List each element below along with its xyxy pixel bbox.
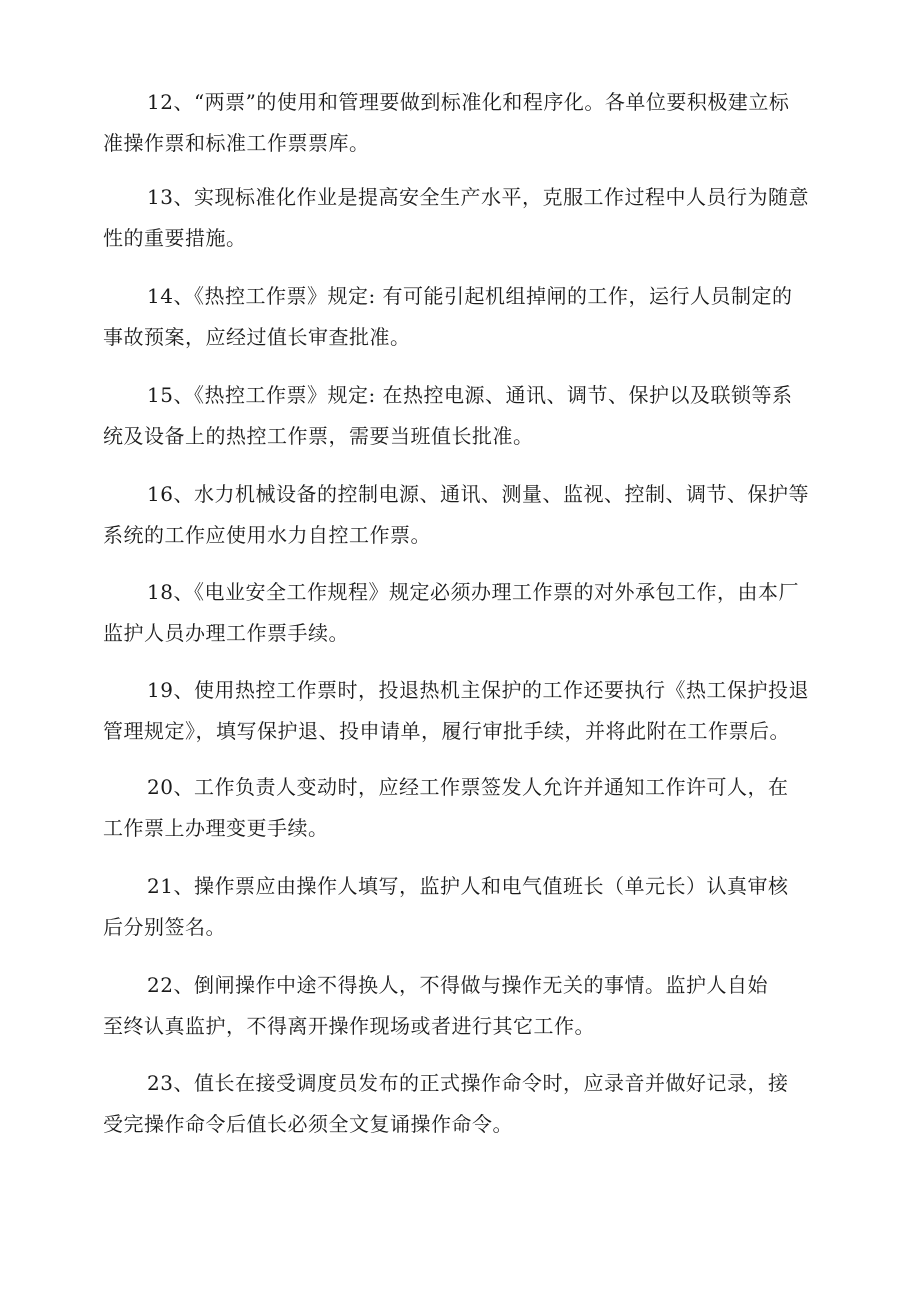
paragraph-line-1: 16、水力机械设备的控制电源、通讯、测量、监视、控制、调节、保护等 xyxy=(147,482,809,506)
paragraph-line-1: 19、使用热控工作票时，投退热机主保护的工作还要执行《热工保护投退 xyxy=(147,678,809,702)
paragraph-item-21 xyxy=(103,866,823,948)
paragraph-line-2: 统及设备上的热控工作票，需要当班值长批准。 xyxy=(103,424,534,448)
paragraph-item-20 xyxy=(103,767,823,849)
paragraph-line-1: 22、倒闸操作中途不得换人，不得做与操作无关的事情。监护人自始 xyxy=(147,973,768,997)
paragraph-line-1: 12、“两票”的使用和管理要做到标准化和程序化。各单位要积极建立标 xyxy=(147,90,790,114)
paragraph-item-22 xyxy=(103,965,823,1047)
paragraph-line-2: 管理规定》，填写保护退、投申请单，履行审批手续，并将此附在工作票后。 xyxy=(103,719,790,743)
paragraph-item-12 xyxy=(103,82,823,164)
paragraph-line-2: 准操作票和标准工作票票库。 xyxy=(103,131,370,155)
paragraph-line-1: 21、操作票应由操作人填写，监护人和电气值班长（单元长）认真审核 xyxy=(147,874,789,898)
paragraph-line-2: 性的重要措施。 xyxy=(103,226,247,250)
paragraph-item-16 xyxy=(103,474,823,556)
paragraph-item-23 xyxy=(103,1063,823,1145)
paragraph-line-2: 事故预案，应经过值长审查批准。 xyxy=(103,325,411,349)
paragraph-line-1: 18、《电业安全工作规程》规定必须办理工作票的对外承包工作，由本厂 xyxy=(147,580,799,604)
paragraph-line-1: 14、《热控工作票》规定: 有可能引起机组掉闸的工作，运行人员制定的 xyxy=(147,284,793,308)
paragraph-item-19 xyxy=(103,670,823,752)
paragraph-line-2: 系统的工作应使用水力自控工作票。 xyxy=(103,523,431,547)
paragraph-line-1: 15、《热控工作票》规定: 在热控电源、通讯、调节、保护以及联锁等系 xyxy=(147,383,793,407)
paragraph-item-18 xyxy=(103,572,823,654)
paragraph-line-1: 23、值长在接受调度员发布的正式操作命令时，应录音并做好记录，接 xyxy=(147,1071,789,1095)
paragraph-line-1: 20、工作负责人变动时，应经工作票签发人允许并通知工作许可人，在 xyxy=(147,775,789,799)
paragraph-line-1: 13、实现标准化作业是提高安全生产水平，克服工作过程中人员行为随意 xyxy=(147,185,809,209)
paragraph-item-14 xyxy=(103,276,823,358)
paragraph-line-2: 工作票上办理变更手续。 xyxy=(103,816,329,840)
paragraph-line-2: 至终认真监护，不得离开操作现场或者进行其它工作。 xyxy=(103,1014,595,1038)
paragraph-line-2: 监护人员办理工作票手续。 xyxy=(103,621,349,645)
paragraph-line-2: 后分别签名。 xyxy=(103,915,226,939)
paragraph-item-15 xyxy=(103,375,823,457)
paragraph-line-2: 受完操作命令后值长必须全文复诵操作命令。 xyxy=(103,1112,513,1136)
paragraph-item-13 xyxy=(103,177,823,259)
